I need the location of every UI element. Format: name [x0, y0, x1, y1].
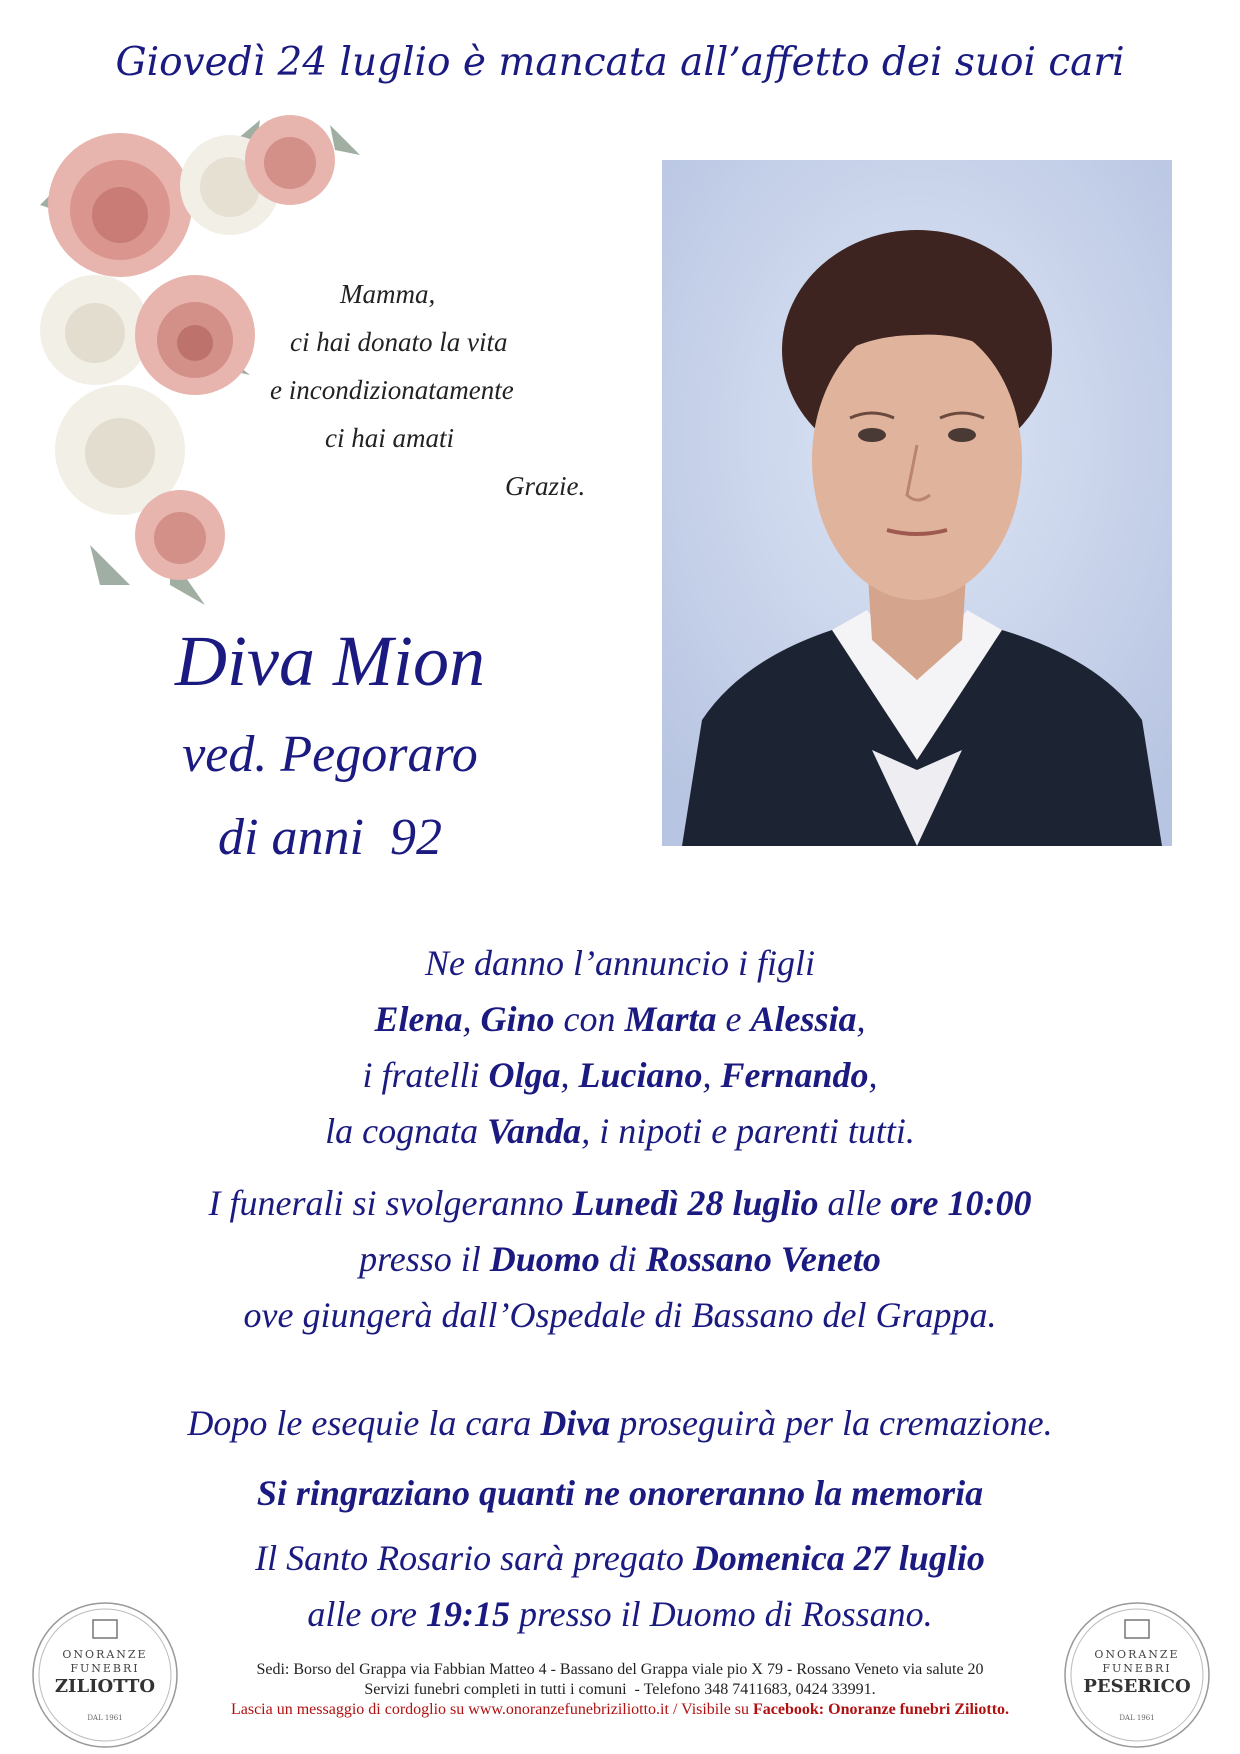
funeral-location-line: presso il Duomo di Rossano Veneto — [359, 1239, 881, 1279]
announcement-children: Elena, Gino con Marta e Alessia, — [374, 999, 866, 1039]
funeral-arrival: ove giungerà dall’Ospedale di Bassano del Grappa. — [243, 1295, 997, 1335]
announcement-heading: Giovedì 24 luglio è mancata all’affetto dei suoi cari — [115, 40, 1125, 85]
rosary-date-line: Il Santo Rosario sarà pregato Domenica 27 luglio — [255, 1538, 985, 1578]
funeral-date: Lunedì 28 luglio — [572, 1183, 819, 1223]
cremation-info: Dopo le esequie la cara Diva proseguirà per la cremazione. — [187, 1403, 1053, 1443]
rose-3 — [135, 275, 255, 395]
child-name: Gino — [480, 999, 555, 1039]
facebook-link[interactable]: Facebook: Onoranze funebri Ziliotto. — [753, 1701, 1010, 1718]
peserico-logo — [1062, 1600, 1212, 1750]
logo-name: PESERICO — [1083, 1676, 1191, 1697]
sibling-name: Olga — [488, 1055, 561, 1095]
rose-4 — [135, 490, 225, 580]
poem — [270, 270, 650, 510]
funeral-time: ore 10:00 — [890, 1183, 1032, 1223]
announcement-intro: Ne danno l’annuncio i figli — [425, 943, 815, 983]
footer-sedi: Sedi: Borso del Grappa via Fabbian Matteo 4 - Bassano del Grappa viale pio X 79 - Rossano Veneto via salute 20 — [256, 1661, 984, 1678]
poem-line: Mamma, — [340, 279, 436, 309]
logo-text: ONORANZE — [1094, 1648, 1180, 1661]
funeral-town: Rossano Veneto — [645, 1239, 881, 1279]
poem-line: e incondizionatamente — [270, 375, 514, 405]
rose-1 — [48, 133, 192, 277]
ziliotto-logo — [30, 1600, 180, 1750]
footer-services: Servizi funebri completi in tutti i comuni - Telefono 348 7411683, 0424 33991. — [364, 1681, 876, 1698]
deceased-name: Diva Mion — [175, 621, 485, 701]
logo-text: FUNEBRI — [70, 1662, 140, 1675]
logo-text: ONORANZE — [62, 1648, 148, 1661]
peony-2 — [40, 275, 150, 385]
poem-line: ci hai amati — [325, 423, 454, 453]
announcement-family — [60, 935, 1180, 1159]
sibling-name: Fernando — [720, 1055, 869, 1095]
poem-line: Grazie. — [505, 471, 586, 501]
footer-info — [170, 1660, 1070, 1720]
funeral-info — [60, 1175, 1180, 1343]
deceased-age: di anni 92 — [218, 809, 442, 866]
footer-message: Lascia un messaggio di cordoglio su www.onoranzefunebriziliotto.it / Visibile su Facebook: Onoranze funebri Ziliotto. — [230, 1701, 1010, 1718]
child-name: Alessia — [750, 999, 857, 1039]
funeral-church: Duomo — [489, 1239, 600, 1279]
rosary-info — [60, 1530, 1180, 1642]
funeral-date-line: I funerali si svolgeranno Lunedì 28 luglio alle ore 10:00 — [208, 1183, 1032, 1223]
child-name: Elena — [374, 999, 463, 1039]
logo-since: DAL 1961 — [1119, 1714, 1155, 1722]
thanks-line: Si ringraziano quanti ne onoreranno la memoria — [256, 1473, 984, 1513]
in-law-name: Vanda — [487, 1111, 582, 1151]
announcement-in-law: la cognata Vanda, i nipoti e parenti tutti. — [325, 1111, 915, 1151]
rosary-time: 19:15 — [425, 1594, 510, 1634]
logo-since: DAL 1961 — [87, 1714, 123, 1722]
sibling-name: Luciano — [578, 1055, 703, 1095]
child-name: Marta — [624, 999, 717, 1039]
deceased-widow-of: ved. Pegoraro — [182, 726, 478, 783]
cremation-name: Diva — [540, 1403, 611, 1443]
rosary-date: Domenica 27 luglio — [692, 1538, 985, 1578]
rosary-time-line: alle ore 19:15 presso il Duomo di Rossano. — [307, 1594, 933, 1634]
logo-name: ZILIOTTO — [54, 1676, 156, 1697]
announcement-siblings: i fratelli Olga, Luciano, Fernando, — [362, 1055, 878, 1095]
logo-text: FUNEBRI — [1102, 1662, 1172, 1675]
poem-line: ci hai donato la vita — [290, 327, 508, 357]
portrait-photo — [662, 160, 1172, 846]
rose-2 — [245, 115, 335, 205]
